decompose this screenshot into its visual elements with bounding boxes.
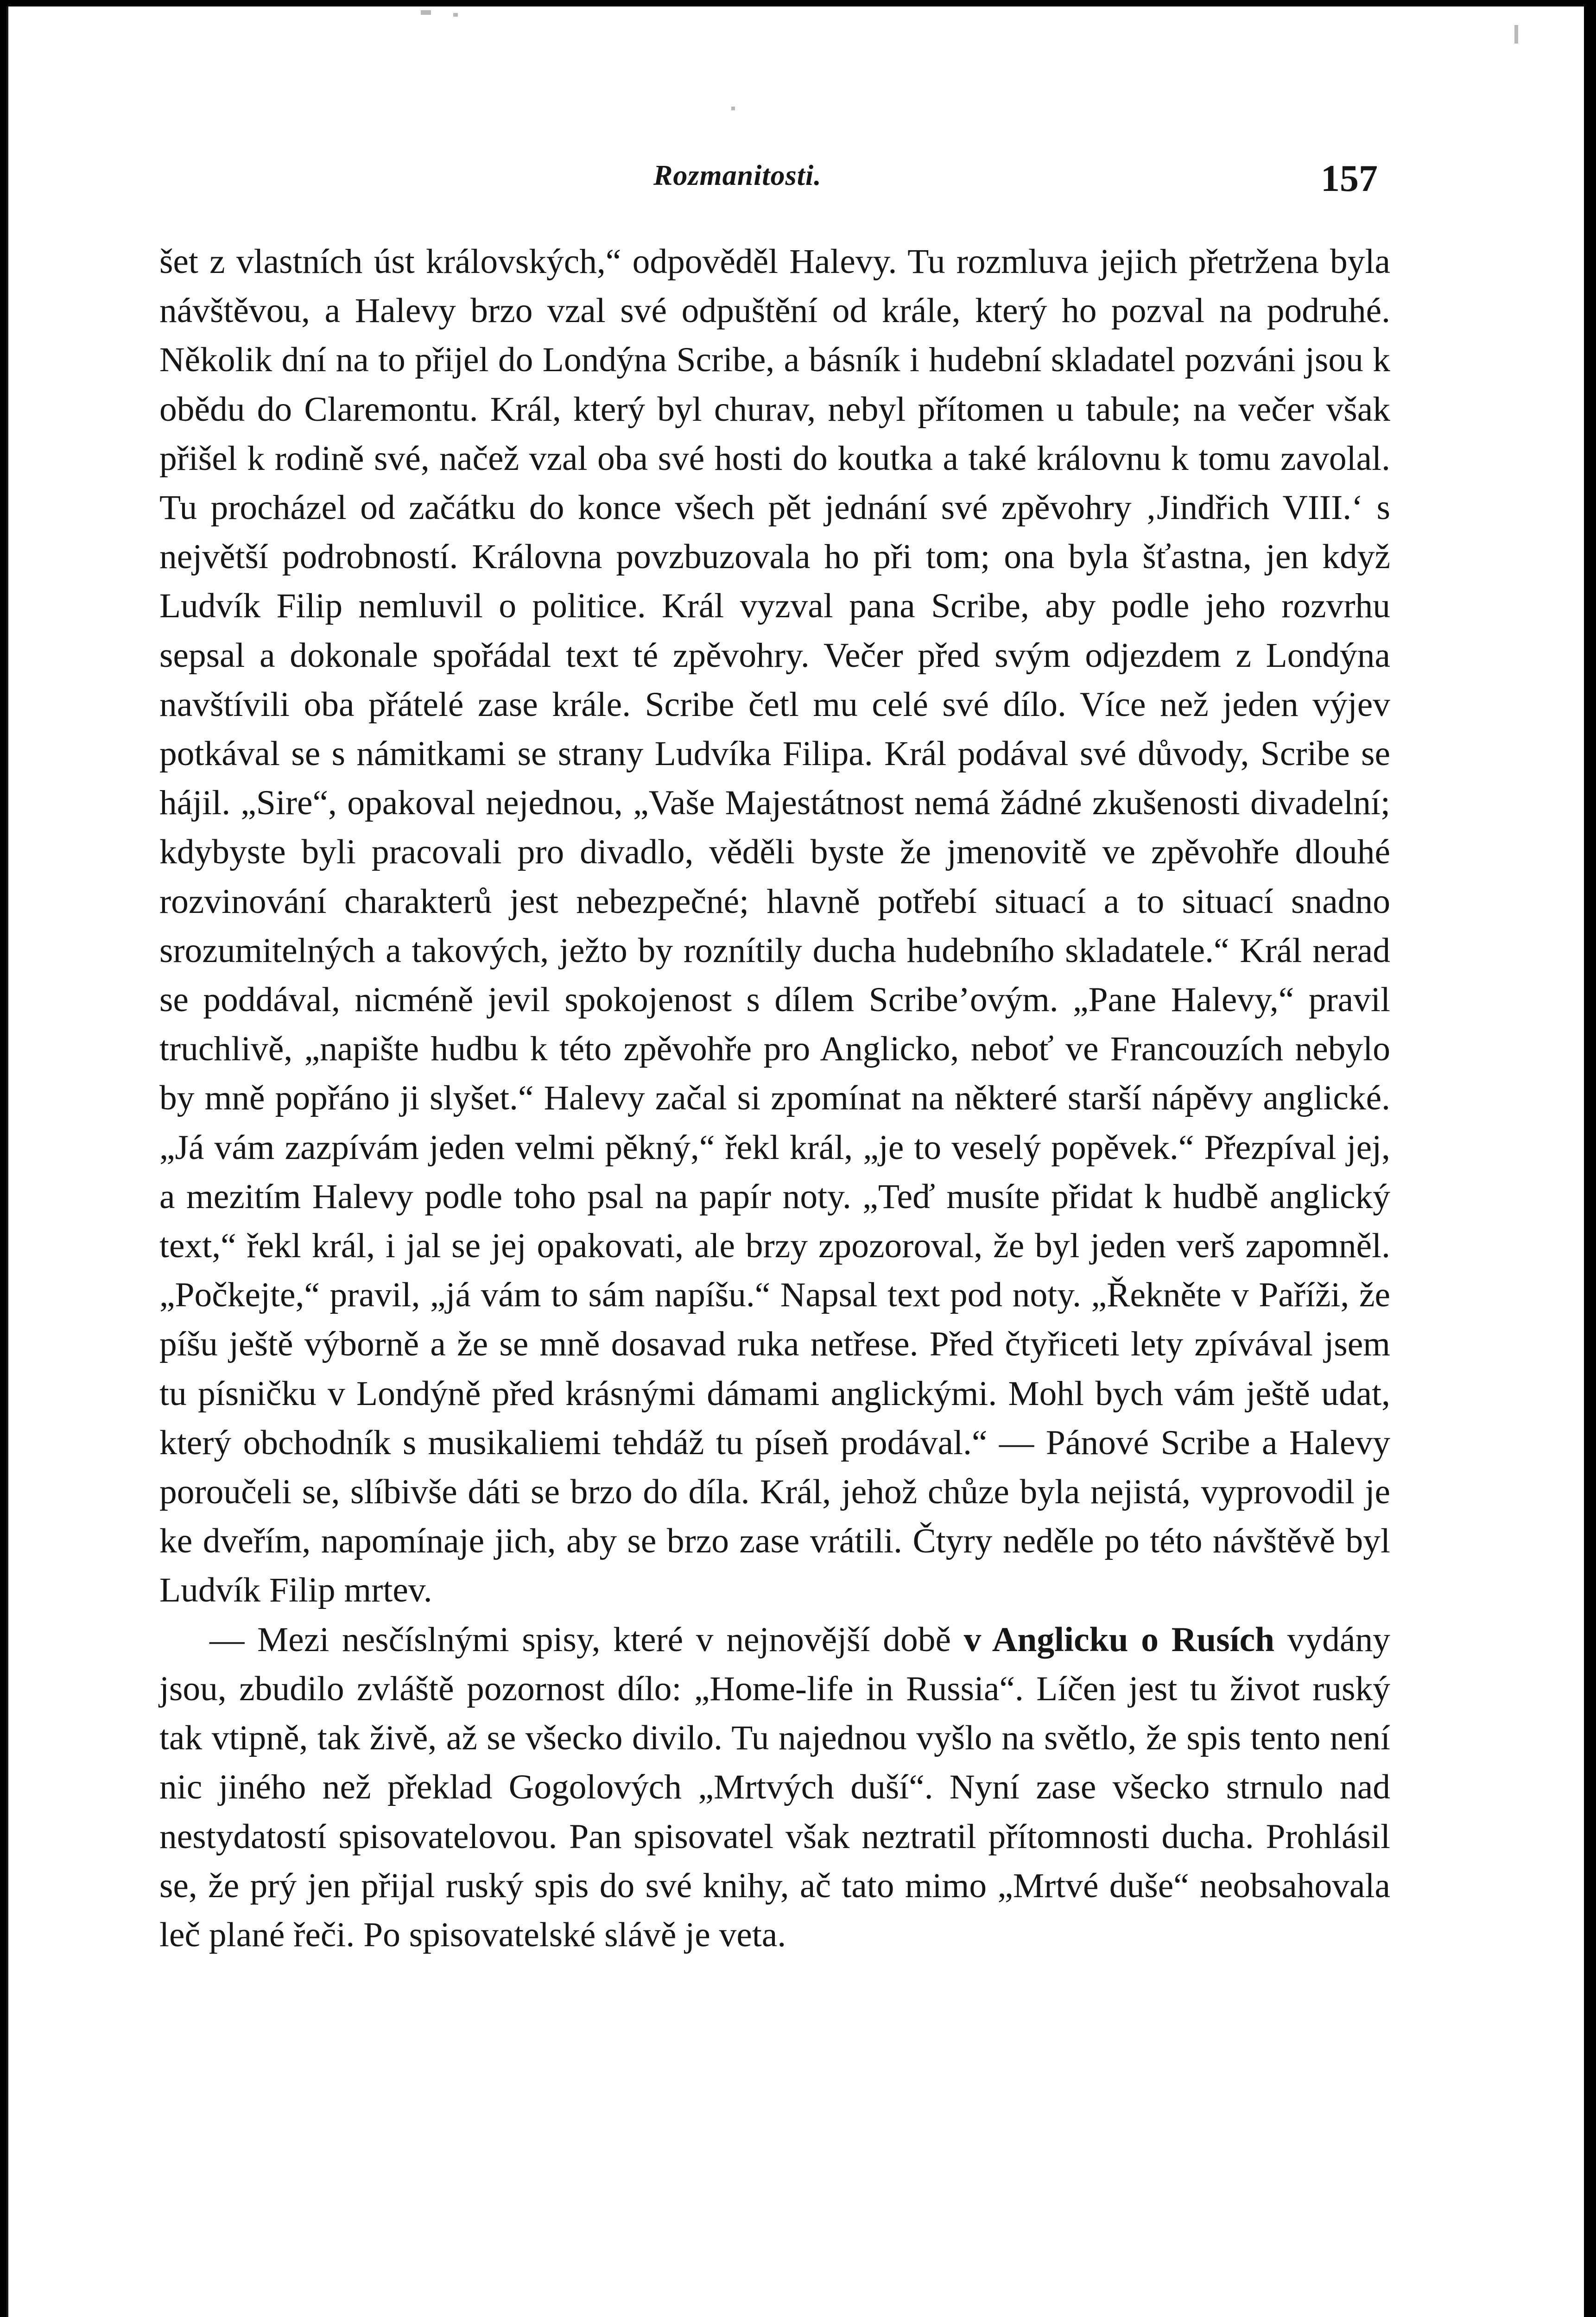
page-number: 157 — [1321, 157, 1378, 199]
running-title: Rozmanitosti. — [653, 160, 822, 191]
paragraph-home-life-in-russia — [159, 1615, 1390, 1960]
book-page — [6, 6, 1584, 2317]
paragraph-emphasis: v Anglicku o Rusích — [963, 1620, 1275, 1659]
article-body — [159, 237, 1390, 1960]
paragraph-rest: vydány jsou, zbudilo zvláště pozornost dílo: „Home-life in Russia“. Líčen jest tu život ruský tak vtipně, tak živě, až se všecko divilo. Tu najednou vyšlo na světlo, že spis tento není nic jiného než překlad Gogolových „Mrtvých duší“. Nyní zase všecko strnulo nad nestydatostí spisovatelovou. Pan spisovatel však neztratil přítomnosti ducha. Prohlásil se, že prý jen přijal ruský spis do své knihy, ač tato mimo „Mrtvé duše“ neobsahovala leč plané řeči. Po spisovatelské slávě je veta. — [159, 1620, 1391, 1954]
paragraph-lead: — Mezi nesčíslnými spisy, které v nejnovější době — [209, 1620, 951, 1659]
paragraph-halevy: šet z vlastních úst královských,“ odpověděl Halevy. Tu rozmluva jejich přetržena byla návštěvou, a Halevy brzo vzal své odpuštění od krále, který ho pozval na podruhé. Několik dní na to přijel do Londýna Scribe, a básník i hudební skladatel pozváni jsou k obědu do Claremontu. Král, který byl churav, nebyl přítomen u tabule; na večer však přišel k rodině své, načež vzal oba své hosti do koutka a také královnu k tomu zavolal. Tu procházel od začátku do konce všech pět jednání své zpěvohry ‚Jindřich VIII.‘ s největší podrobností. Královna povzbuzovala ho při tom; ona byla šťastna, jen když Ludvík Filip nemluvil o politice. Král vyzval pana Scribe, aby podle jeho rozvrhu sepsal a dokonale spořádal text té zpěvohry. Večer před svým odjezdem z Londýna navštívili oba přátelé zase krále. Scribe četl mu celé své dílo. Více než jeden výjev potkával se s námitkami se strany Ludvíka Filipa. Král podával své důvody, Scribe se hájil. „Sire“, opakoval nejednou, „Vaše Majestátnost nemá žádné zkušenosti divadelní; kdybyste byli pracovali pro divadlo, věděli byste že jmenovitě ve zpěvohře dlouhé rozvinování charakterů jest nebezpečné; hlavně potřebí situací a to situací snadno srozumitelných a takových, ježto by roznítily ducha hudebního skladatele.“ Král nerad se poddával, nicméně jevil spokojenost s dílem Scribe’ovým. „Pane Halevy,“ pravil truchlivě, „napište hudbu k této zpěvohře pro Anglicko, neboť ve Francouzích nebylo by mně popřáno ji slyšet.“ Halevy začal si zpomínat na některé starší nápěvy anglické. „Já vám zazpívám jeden velmi pěkný,“ řekl král, „je to veselý popěvek.“ Přezpíval jej, a mezitím Halevy podle toho psal na papír noty. „Teď musíte přidat k hudbě anglický text,“ řekl král, i jal se jej opakovati, ale brzy zpozoroval, že byl jeden verš zapomněl. „Počkejte,“ pravil, „já vám to sám napíšu.“ Napsal text pod noty. „Řekněte v Paříži, že píšu ještě výborně a že se mně dosavad ruka netřese. Před čtyřiceti lety zpívával jsem tu písničku v Londýně před krásnými dámami anglickými. Mohl bych vám ještě udat, který obchodník s musikaliemi tehdáž tu píseň prodával.“ — Pánové Scribe a Halevy poroučeli se, slíbivše dáti se brzo do díla. Král, jehož chůze byla nejistá, vyprovodil je ke dveřím, napomínaje jich, aby se brzo zase vrátili. Čtyry neděle po této návštěvě byl Ludvík Filip mrtev. — [159, 242, 1390, 1610]
page-header — [8, 159, 1584, 201]
